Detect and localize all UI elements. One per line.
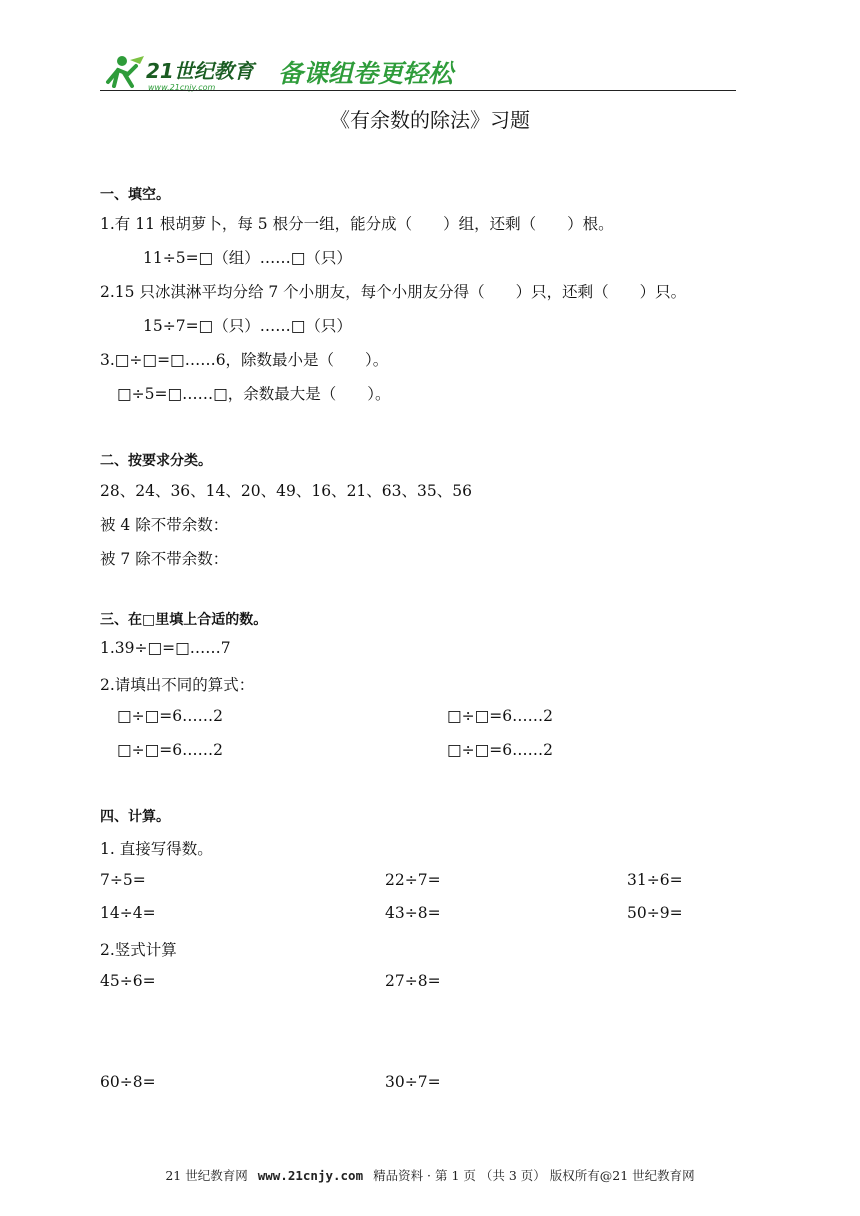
logo-url-text: www.21cnjy.com bbox=[148, 83, 216, 92]
s1-question-3b: □÷5=□……□，余数最大是（ ）。 bbox=[117, 385, 391, 403]
s4-problem: 31÷6= bbox=[627, 871, 683, 889]
s3-equation: □÷□=6……2 bbox=[117, 707, 223, 725]
s4-problem: 27÷8= bbox=[385, 972, 441, 990]
s4-problem: 22÷7= bbox=[385, 871, 441, 889]
s4-problem: 7÷5= bbox=[100, 871, 146, 889]
s2-by-4-label: 被 4 除不带余数： bbox=[100, 516, 229, 534]
s4-problem: 43÷8= bbox=[385, 904, 441, 922]
section-1-heading: 一、填空。 bbox=[100, 187, 170, 203]
s4-problem: 60÷8= bbox=[100, 1073, 156, 1091]
s3-equation: □÷□=6……2 bbox=[447, 741, 553, 759]
section-2-heading: 二、按要求分类。 bbox=[100, 453, 212, 469]
s2-number-list: 28、24、36、14、20、49、16、21、63、35、56 bbox=[100, 482, 472, 500]
runner-icon bbox=[108, 56, 144, 86]
s4-subheading-2: 2.竖式计算 bbox=[100, 941, 177, 959]
page-footer bbox=[0, 1166, 860, 1184]
s4-subheading-1: 1. 直接写得数。 bbox=[100, 840, 213, 858]
footer-info: 精品资料 · 第 1 页 （共 3 页） 版权所有@21 世纪教育网 bbox=[373, 1168, 695, 1183]
s4-problem: 14÷4= bbox=[100, 904, 156, 922]
footer-url[interactable]: www.21cnjy.com bbox=[257, 1168, 364, 1183]
page-title: 《有余数的除法》习题 bbox=[330, 108, 530, 132]
footer-site: 21 世纪教育网 bbox=[165, 1168, 248, 1183]
s1-question-3a: 3.□÷□=□……6，除数最小是（ ）。 bbox=[100, 351, 389, 369]
s3-question-2: 2.请填出不同的算式： bbox=[100, 676, 255, 694]
s3-question-1: 1.39÷□=□……7 bbox=[100, 639, 231, 657]
s2-by-7-label: 被 7 除不带余数： bbox=[100, 550, 229, 568]
logo-main-text: 21世纪教育 bbox=[146, 59, 254, 83]
section-3-heading: 三、在□里填上合适的数。 bbox=[100, 612, 268, 628]
s3-equation: □÷□=6……2 bbox=[447, 707, 553, 725]
header-logo bbox=[100, 52, 480, 94]
s1-question-2: 2.15 只冰淇淋平均分给 7 个小朋友，每个小朋友分得（ ）只，还剩（ ）只。 bbox=[100, 283, 687, 301]
s4-problem: 50÷9= bbox=[627, 904, 683, 922]
s1-question-1-equation: 11÷5=□（组）……□（只） bbox=[143, 249, 352, 267]
s4-problem: 45÷6= bbox=[100, 972, 156, 990]
s4-problem: 30÷7= bbox=[385, 1073, 441, 1091]
logo-slogan: 备课组卷更轻松 bbox=[278, 59, 454, 88]
header-divider bbox=[100, 90, 736, 91]
s1-question-1: 1.有 11 根胡萝卜，每 5 根分一组，能分成（ ）组，还剩（ ）根。 bbox=[100, 215, 614, 233]
s3-equation: □÷□=6……2 bbox=[117, 741, 223, 759]
s1-question-2-equation: 15÷7=□（只）……□（只） bbox=[143, 317, 352, 335]
section-4-heading: 四、计算。 bbox=[100, 809, 170, 825]
